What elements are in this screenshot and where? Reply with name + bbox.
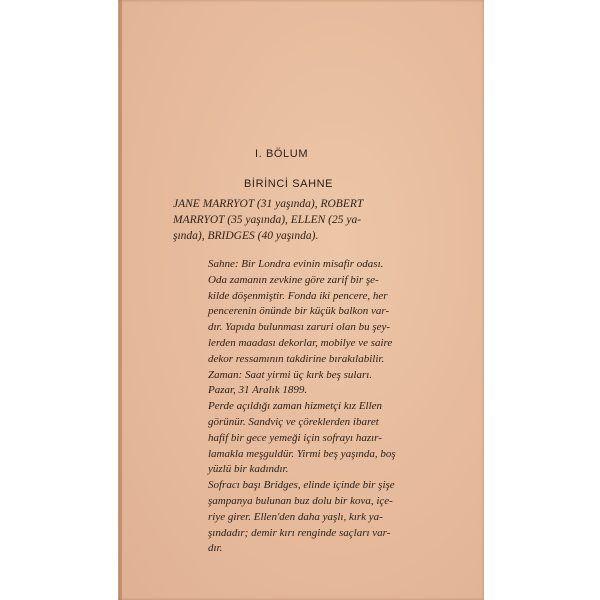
- stage-line: lamakla meşguldür. Yirmi beş yaşında, boş: [208, 447, 396, 460]
- stage-line: kilde döşenmiştir. Fonda iki pencere, her: [208, 289, 388, 302]
- stage-line: görünür. Sandviç ve çöreklerden ibaret: [208, 415, 379, 428]
- stage-directions: [208, 257, 423, 557]
- stage-line: şampanya bulunan buz dolu bir kova, içe-: [208, 494, 393, 507]
- stage-line: şındadır; demir kırı renginde saçları var-: [208, 526, 391, 539]
- stage-line: pencerenin önünde bir küçük balkon var-: [208, 305, 390, 318]
- stage-line: dır.: [208, 542, 223, 555]
- cast-line: JANE MARRYOT (31 yaşında), ROBERT: [173, 198, 364, 210]
- chapter-title: I. BÖLUM: [255, 148, 309, 160]
- cast-line: şında), BRIDGES (40 yaşında).: [173, 230, 319, 242]
- stage-line: hafif bir gece yemeği için sofrayı hazır-: [208, 431, 382, 444]
- stage-line: lerden maadası dekorlar, mobilye ve saire: [208, 336, 393, 349]
- stage-line: Perde açıldığı zaman hizmetçi kız Ellen: [208, 400, 383, 413]
- stage-line: Oda zamanın zevkine göre zarif bir şe-: [208, 273, 379, 286]
- stage-line: dır. Yapıda bulunması zaruri olan bu şey-: [208, 321, 391, 334]
- stage-line: riye girer. Ellen'den daha yaşlı, kırk ya-: [208, 510, 383, 523]
- stage-line: yüzlü bir kadındır.: [208, 463, 289, 476]
- cast-line: MARRYOT (35 yaşında), ELLEN (25 ya-: [173, 214, 362, 226]
- stage-line: Zaman: Saat yirmi üç kırk beş suları.: [208, 368, 373, 381]
- page-edge: [119, 0, 122, 600]
- stage-line: Sofracı başı Bridges, elinde içinde bir şişe: [208, 479, 395, 492]
- cast-list: [173, 196, 423, 244]
- stage-line: dekor ressamının takdirine bırakılabilir.: [208, 352, 385, 365]
- stage-line: Sahne: Bir Londra evinin misafir odası.: [208, 258, 384, 270]
- scene-title: BİRİNCİ SAHNE: [244, 178, 334, 190]
- stage-line: Pazar, 31 Aralık 1899.: [208, 384, 308, 397]
